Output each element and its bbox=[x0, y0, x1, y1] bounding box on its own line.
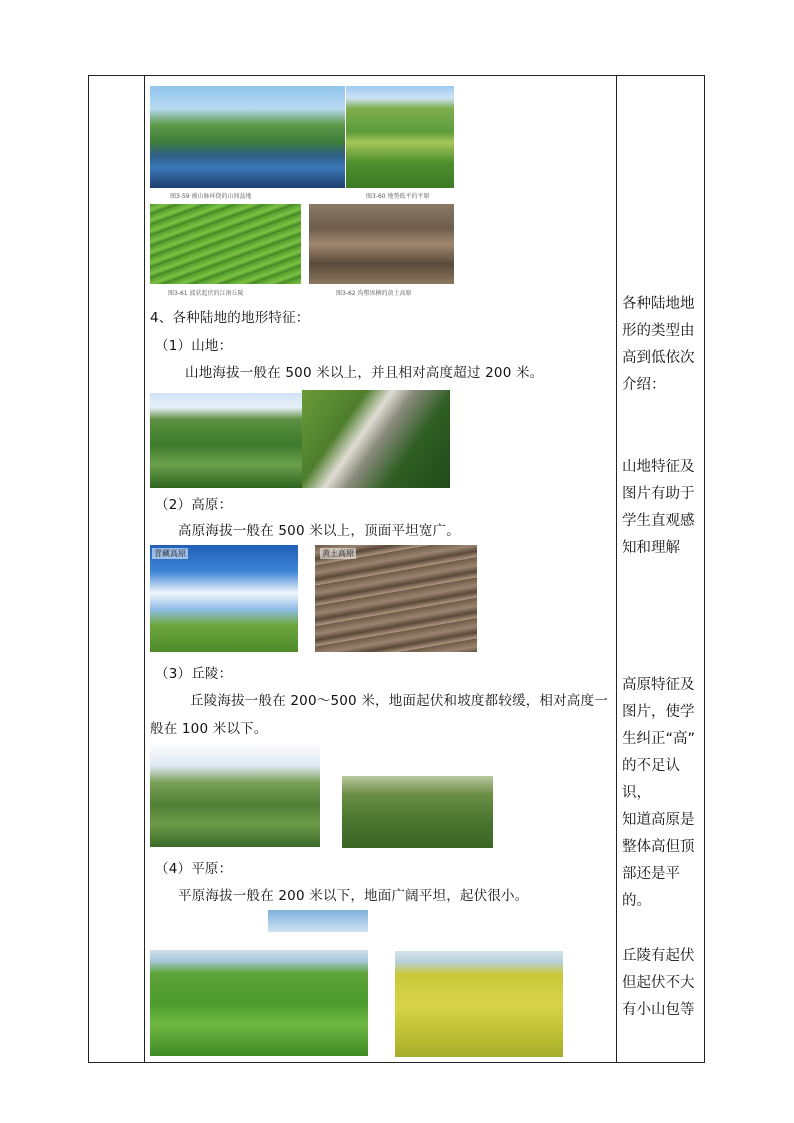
loess-plateau-photo bbox=[309, 204, 454, 284]
plateau-description: 高原海拔一般在 500 米以上，顶面平坦宽广。 bbox=[178, 523, 460, 539]
loess-plateau-photo-2 bbox=[315, 545, 477, 652]
plain-photo bbox=[346, 86, 454, 188]
mountain-title: （1）山地： bbox=[155, 338, 233, 354]
photo-label: 黄土高原 bbox=[322, 549, 354, 558]
figure-caption: 图3-61 波状起伏的江南丘陵 bbox=[168, 290, 244, 297]
hill-description-line2: 般在 100 米以下。 bbox=[150, 721, 268, 737]
hill-title: （3）丘陵： bbox=[155, 666, 233, 682]
column-divider bbox=[616, 76, 617, 1062]
figure-caption: 图3-62 沟壑纵横的黄土高原 bbox=[336, 290, 412, 297]
side-note-mountain: 山地特征及 图片有助于 学生直观感 知和理解 bbox=[622, 459, 695, 556]
hill-photo-2 bbox=[342, 776, 493, 848]
side-note-plateau: 高原特征及 图片，使学 生纠正“高” 的不足认识， 知道高原是 整体高但顶 部还是平的。 bbox=[622, 677, 696, 909]
figure-caption: 图3-59 被山脉环绕的山间盆地 bbox=[170, 193, 252, 200]
section-heading: 4、各种陆地的地形特征： bbox=[150, 310, 310, 326]
mountain-description: 山地海拔一般在 500 米以上，并且相对高度超过 200 米。 bbox=[185, 365, 544, 381]
figure-caption: 图3-60 地势低平的平原 bbox=[366, 193, 430, 200]
column-divider bbox=[144, 76, 145, 1062]
hill-terrace-photo bbox=[150, 204, 301, 284]
hill-description-line1: 丘陵海拔一般在 200～500 米，地面起伏和坡度都较缓，相对高度一 bbox=[190, 693, 608, 709]
qinghai-tibet-plateau-photo bbox=[150, 545, 298, 652]
plain-description: 平原海拔一般在 200 米以下，地面广阔平坦，起伏很小。 bbox=[178, 888, 529, 904]
plateau-title: （2）高原： bbox=[155, 497, 233, 513]
mountain-photo-1 bbox=[150, 393, 302, 488]
hill-photo-1 bbox=[150, 743, 320, 847]
side-note-overview: 各种陆地地 形的类型由 高到低依次 介绍： bbox=[622, 296, 695, 393]
mountain-photo-2 bbox=[302, 390, 450, 488]
basin-photo bbox=[150, 86, 345, 188]
photo-label: 青藏高原 bbox=[154, 549, 186, 558]
side-note-hill: 丘陵有起伏 但起伏不大 有小山包等 bbox=[622, 948, 695, 1018]
plain-photo-yellow bbox=[395, 951, 563, 1057]
sky-fragment bbox=[268, 910, 368, 932]
plain-photo-green bbox=[150, 950, 368, 1056]
plain-title: （4）平原： bbox=[155, 861, 233, 877]
